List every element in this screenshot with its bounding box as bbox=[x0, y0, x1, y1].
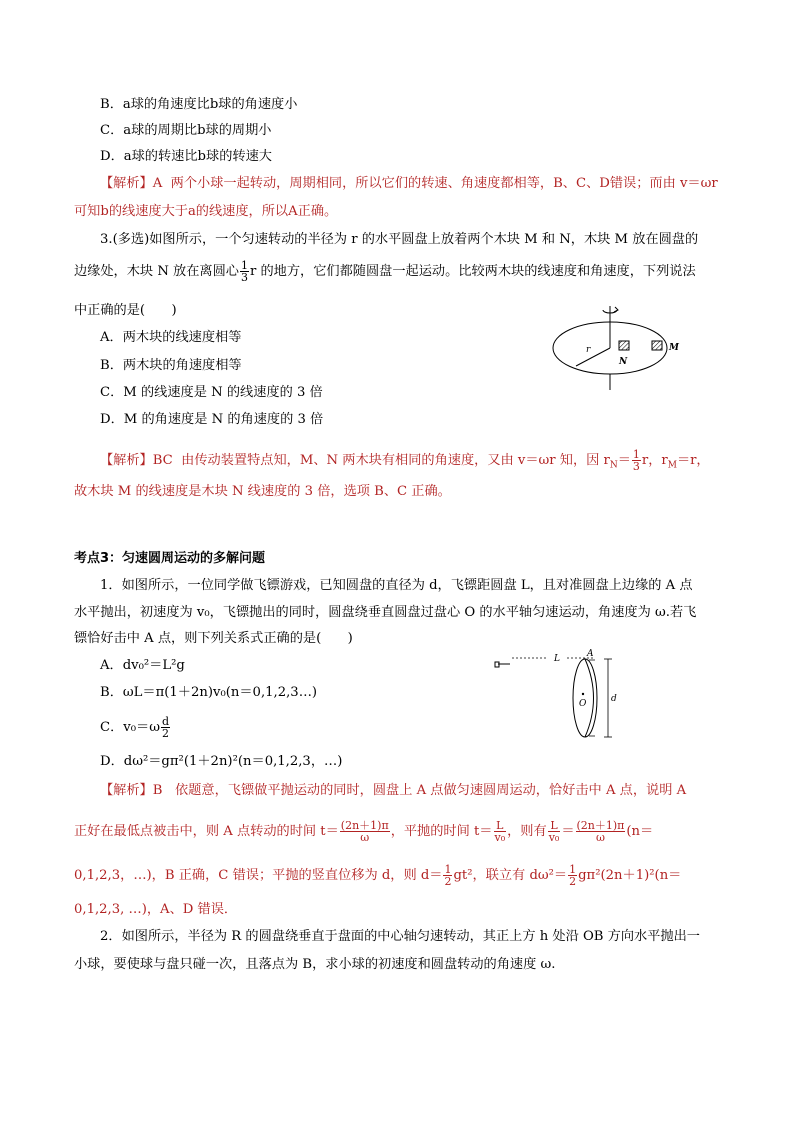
question-1-stem-line3: 镖恰好击中 A 点，则下列关系式正确的是( ) bbox=[74, 631, 353, 646]
analysis-text: 两个小球一起转动，周期相同，所以它们的转速、角速度都相等，B、C、D错误；而由 v＝ωr bbox=[170, 176, 718, 191]
analysis-line bbox=[100, 782, 686, 800]
block-n bbox=[619, 341, 629, 350]
label-A: A bbox=[587, 649, 594, 659]
fraction bbox=[340, 820, 390, 843]
block-m bbox=[652, 341, 662, 350]
fraction-denominator: 3 bbox=[632, 460, 640, 473]
analysis-line bbox=[74, 820, 653, 843]
analysis-line bbox=[100, 449, 710, 475]
fraction-numerator: d bbox=[161, 715, 170, 728]
label-m: M bbox=[669, 343, 679, 353]
disc-figure bbox=[548, 300, 698, 392]
label-n: N bbox=[619, 357, 628, 367]
fraction-denominator: 3 bbox=[241, 271, 248, 284]
fraction bbox=[240, 260, 249, 283]
analysis-tag: 【解析】BC bbox=[100, 453, 173, 468]
question-1-stem-line2: 水平抛出，初速度为 v₀，飞镖抛出的同时，圆盘绕垂直圆盘过盘心 O 的水平轴匀速运动，角速度为 ω.若飞 bbox=[74, 605, 697, 620]
analysis-text: ＝r， bbox=[676, 453, 710, 468]
fraction-denominator: 2 bbox=[161, 727, 169, 740]
fraction-numerator: 1 bbox=[444, 863, 452, 876]
option-a: A．两木块的线速度相等 bbox=[100, 330, 242, 345]
fraction-numerator: 1 bbox=[632, 448, 640, 461]
question-2-stem: 2．如图所示，半径为 R 的圆盘绕垂直于盘面的中心轴匀速转动，其正上方 h 处沿 OB 方向水平抛出一 bbox=[100, 929, 700, 944]
question-1-stem: 1．如图所示，一位同学做飞镖游戏，已知圆盘的直径为 d，飞镖距圆盘 L，且对准圆盘上边缘的 A 点 bbox=[100, 578, 693, 593]
radius-line bbox=[576, 348, 610, 366]
analysis-text: r，r bbox=[641, 453, 668, 468]
fraction-numerator: (2n＋1)π bbox=[576, 819, 625, 832]
analysis-line: 可知b的线速度大于a的线速度，所以A正确。 bbox=[74, 204, 338, 219]
fraction-denominator: v₀ bbox=[548, 831, 560, 844]
fraction-denominator: ω bbox=[595, 831, 605, 844]
analysis-text: gt²，联立有 dω²＝ bbox=[453, 868, 568, 883]
section-title: 考点3：匀速圆周运动的多解问题 bbox=[74, 551, 266, 566]
option-c: C．a球的周期比b球的周期小 bbox=[100, 123, 272, 138]
question-3-stem-line2 bbox=[74, 260, 696, 283]
fraction-denominator: 2 bbox=[569, 875, 577, 888]
subscript: N bbox=[609, 460, 618, 471]
analysis-text: ，则有 bbox=[507, 824, 547, 839]
fraction-denominator: v₀ bbox=[494, 831, 506, 844]
option-b: B．a球的角速度比b球的角速度小 bbox=[100, 97, 298, 112]
analysis-text: gπ²(2n＋1)²(n＝ bbox=[578, 868, 682, 883]
fraction bbox=[632, 449, 641, 472]
label-r: r bbox=[586, 345, 591, 355]
analysis-text: 依题意，飞镖做平抛运动的同时，圆盘上 A 点做匀速圆周运动，恰好击中 A 点，说明 A bbox=[175, 783, 687, 798]
fraction bbox=[568, 864, 577, 887]
question-3-stem-line3: 中正确的是( ) bbox=[74, 303, 177, 318]
fraction-numerator: 1 bbox=[241, 259, 248, 272]
subscript: M bbox=[667, 460, 677, 471]
analysis-text: 正好在最低点被击中，则 A 点转动的时间 t＝ bbox=[74, 824, 339, 839]
analysis-text: ＝ bbox=[617, 453, 631, 468]
option-d: D．a球的转速比b球的转速大 bbox=[100, 149, 272, 164]
analysis-tag: 【解析】B bbox=[100, 783, 163, 798]
fraction-denominator: ω bbox=[360, 831, 370, 844]
label-L: L bbox=[554, 654, 560, 664]
option-c bbox=[100, 716, 171, 739]
fraction bbox=[443, 864, 452, 887]
stem-text: r 的地方，它们都随圆盘一起运动。比较两木块的线速度和角速度，下列说法 bbox=[250, 264, 696, 279]
question-2-stem-line2: 小球，要使球与盘只碰一次，且落点为 B，求小球的初速度和圆盘转动的角速度 ω. bbox=[74, 957, 556, 972]
fraction bbox=[494, 820, 507, 843]
fraction-denominator: 2 bbox=[444, 875, 452, 888]
analysis-line bbox=[74, 864, 681, 887]
label-O: O bbox=[579, 699, 587, 709]
stem-text: 边缘处，木块 N 放在离圆心 bbox=[74, 264, 239, 279]
option-a: A．dv₀²＝L²g bbox=[100, 658, 185, 673]
option-d: D．dω²＝gπ²(1＋2n)²(n＝0,1,2,3，…) bbox=[100, 754, 343, 769]
option-b: B．两木块的角速度相等 bbox=[100, 358, 242, 373]
fraction-numerator: (2n＋1)π bbox=[340, 819, 389, 832]
analysis-line: 0,1,2,3, …)，A、D 错误． bbox=[74, 902, 238, 917]
analysis-line: 故木块 M 的线速度是木块 N 线速度的 3 倍，选项 B、C 正确。 bbox=[74, 484, 451, 499]
analysis-text: ＝ bbox=[561, 824, 575, 839]
analysis-text: 由传动装置特点知，M、N 两木块有相同的角速度，又由 v＝ωr 知，因 r bbox=[181, 453, 610, 468]
option-text: C．v₀＝ω bbox=[100, 720, 160, 735]
fraction-numerator: L bbox=[494, 820, 507, 832]
fraction bbox=[548, 820, 561, 843]
analysis-text: 0,1,2,3，…)，B 正确，C 错误；平抛的竖直位移为 d，则 d＝ bbox=[74, 868, 443, 883]
question-3-stem: 3.(多选)如图所示，一个匀速转动的半径为 r 的水平圆盘上放着两个木块 M 和 N，木块 M 放在圆盘的 bbox=[100, 232, 699, 247]
analysis-text: ，平抛的时间 t＝ bbox=[390, 824, 493, 839]
dart-figure bbox=[492, 646, 622, 738]
disk-rim bbox=[585, 659, 594, 737]
fraction bbox=[576, 820, 626, 843]
option-d: D．M 的角速度是 N 的角速度的 3 倍 bbox=[100, 412, 324, 427]
option-b: B．ωL＝π(1＋2n)v₀(n＝0,1,2,3…) bbox=[100, 685, 318, 700]
fraction-numerator: L bbox=[548, 820, 561, 832]
option-c: C．M 的线速度是 N 的线速度的 3 倍 bbox=[100, 385, 323, 400]
analysis-text: (n＝ bbox=[626, 824, 654, 839]
fraction-numerator: 1 bbox=[569, 863, 577, 876]
fraction bbox=[161, 716, 170, 739]
label-d: d bbox=[611, 694, 617, 704]
analysis-line bbox=[100, 175, 718, 193]
disk-center bbox=[582, 693, 584, 695]
analysis-tag: 【解析】A bbox=[100, 176, 163, 191]
